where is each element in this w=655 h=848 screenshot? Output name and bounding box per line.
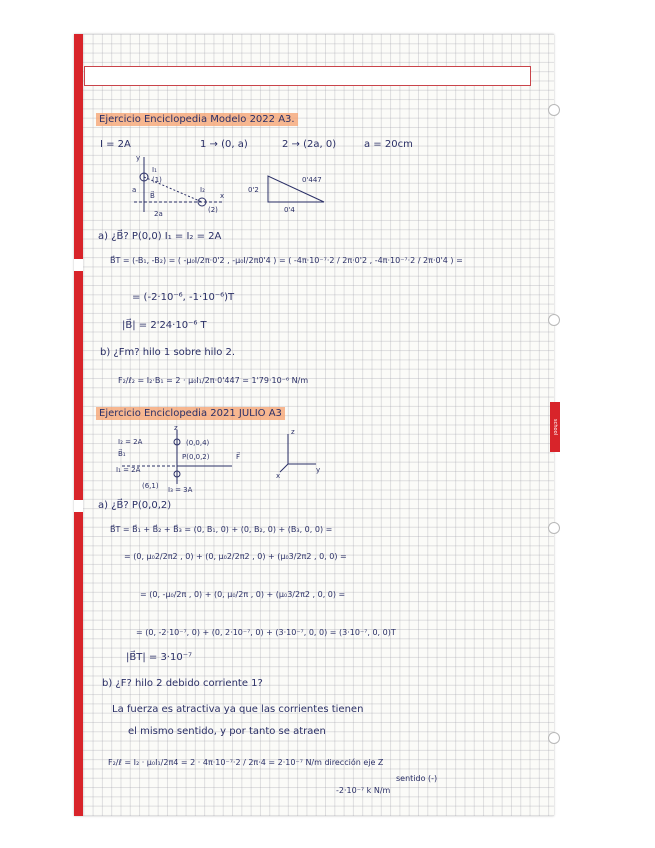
- s2-part-b-line2: el mismo sentido, y por tanto se atraen: [128, 726, 326, 737]
- axes-diagram-3d: [276, 428, 326, 478]
- diagram-label: F⃗: [236, 453, 241, 461]
- axis-label: z: [291, 428, 295, 436]
- part-a-line3: |B⃗| = 2'24·10⁻⁶ T: [122, 320, 207, 331]
- diagram-label: z: [174, 424, 178, 432]
- red-margin: [74, 34, 83, 816]
- triangle-diagram: [248, 174, 346, 214]
- s2-part-b-line5: -2·10⁻⁷ k N/m: [336, 786, 391, 795]
- s2-part-a-header: a) ¿B⃗? P(0,0,2): [98, 500, 172, 511]
- axis-label: x: [276, 472, 281, 480]
- section2-title: Ejercicio Enciclopedia 2021 JULIO A3: [96, 407, 285, 420]
- diagram-label: (2): [208, 206, 218, 214]
- part-b-line1: F₂/ℓ₂ = I₂·B₁ = 2 · μ₀I₁/2π·0'447 = 1'79·10⁻⁶ N/m: [118, 376, 309, 385]
- part-b-header: b) ¿Fm? hilo 1 sobre hilo 2.: [100, 347, 236, 358]
- axis-label: y: [316, 466, 321, 474]
- diagram-label: y: [136, 154, 141, 162]
- triangle-label: 0'447: [302, 176, 322, 184]
- diagram-label: I₁ = 2A: [116, 466, 141, 474]
- diagram-label: x: [220, 192, 225, 200]
- notebook-page: [74, 34, 554, 816]
- given-current: I = 2A: [100, 139, 131, 150]
- part-a-line2: = (-2·10⁻⁶, -1·10⁻⁶)T: [132, 292, 235, 303]
- s2-part-b-header: b) ¿F? hilo 2 debido corriente 1?: [102, 678, 263, 689]
- s2-part-a-line3: = (0, -μ₀/2π , 0) + (0, μ₀/2π , 0) + (μ₀3/2π2 , 0, 0) =: [140, 590, 346, 599]
- diagram-label: (1): [152, 176, 162, 184]
- s2-part-a-line2: = (0, μ₀2/2π2 , 0) + (0, μ₀2/2π2 , 0) + (μ₀3/2π2 , 0, 0) =: [124, 552, 347, 561]
- binder-hole: [548, 522, 560, 534]
- diagram-label: I₁: [152, 166, 157, 174]
- diagram-label: (0,0,4): [186, 439, 210, 447]
- diagram-label: B⃗₁: [118, 450, 126, 458]
- part-a-header: a) ¿B⃗? P(0,0) I₁ = I₂ = 2A: [98, 231, 222, 242]
- s2-part-b-line3: F₂/ℓ = I₂ · μ₀I₁/2π4 = 2 · 4π·10⁻⁷·2 / 2π·4 = 2·10⁻⁷ N/m dirección eje Z: [108, 758, 384, 767]
- section1-title: Ejercicio Enciclopedia Modelo 2022 A3.: [96, 113, 298, 126]
- diagram-wires-3d: [112, 426, 262, 496]
- binder-hole: [548, 104, 560, 116]
- given-a: a = 20cm: [364, 139, 413, 150]
- notebook-tab: school: [550, 402, 560, 452]
- diagram-label: I₂: [200, 186, 205, 194]
- diagram-label: P(0,0,2): [182, 453, 210, 461]
- diagram-label: I₂ = 2A: [118, 438, 143, 446]
- margin-gap: [74, 500, 83, 512]
- given-wire1: 1 → (0, a): [200, 139, 248, 150]
- triangle-label: 0'4: [284, 206, 295, 214]
- given-wire2: 2 → (2a, 0): [282, 139, 337, 150]
- s2-part-a-line1: B⃗T = B⃗₁ + B⃗₂ + B⃗₃ = (0, B₁, 0) + (0, B₂, 0) + (B₃, 0, 0) =: [110, 525, 333, 534]
- s2-part-b-line1: La fuerza es atractiva ya que las corrientes tienen: [112, 704, 364, 715]
- diagram-label: a: [132, 186, 137, 194]
- diagram-label: I₃ = 3A: [168, 486, 193, 494]
- s2-part-a-line4: = (0, -2·10⁻⁷, 0) + (0, 2·10⁻⁷, 0) + (3·10⁻⁷, 0, 0) = (3·10⁻⁷, 0, 0)T: [136, 628, 396, 637]
- diagram-wires-2d: [114, 152, 234, 222]
- diagram-label: B⃗: [150, 192, 155, 200]
- part-a-line1: B⃗T = (-B₁, -B₂) = ( -μ₀I/2π·0'2 , -μ₀I/2π0'4 ) = ( -4π·10⁻⁷·2 / 2π·0'2 , -4π·10⁻⁷·2 / 2π·0'4 ) =: [110, 256, 463, 265]
- binder-hole: [548, 314, 560, 326]
- header-box: [84, 66, 531, 86]
- diagram-label: (6,1): [142, 482, 159, 490]
- s2-part-b-line4: sentido (-): [396, 774, 438, 783]
- binder-hole: [548, 732, 560, 744]
- margin-gap: [74, 259, 83, 271]
- triangle-label: 0'2: [248, 186, 259, 194]
- x-axis: [280, 464, 288, 472]
- s2-part-a-line5: |B⃗T| = 3·10⁻⁷: [126, 652, 192, 663]
- diagram-label: 2a: [154, 210, 163, 218]
